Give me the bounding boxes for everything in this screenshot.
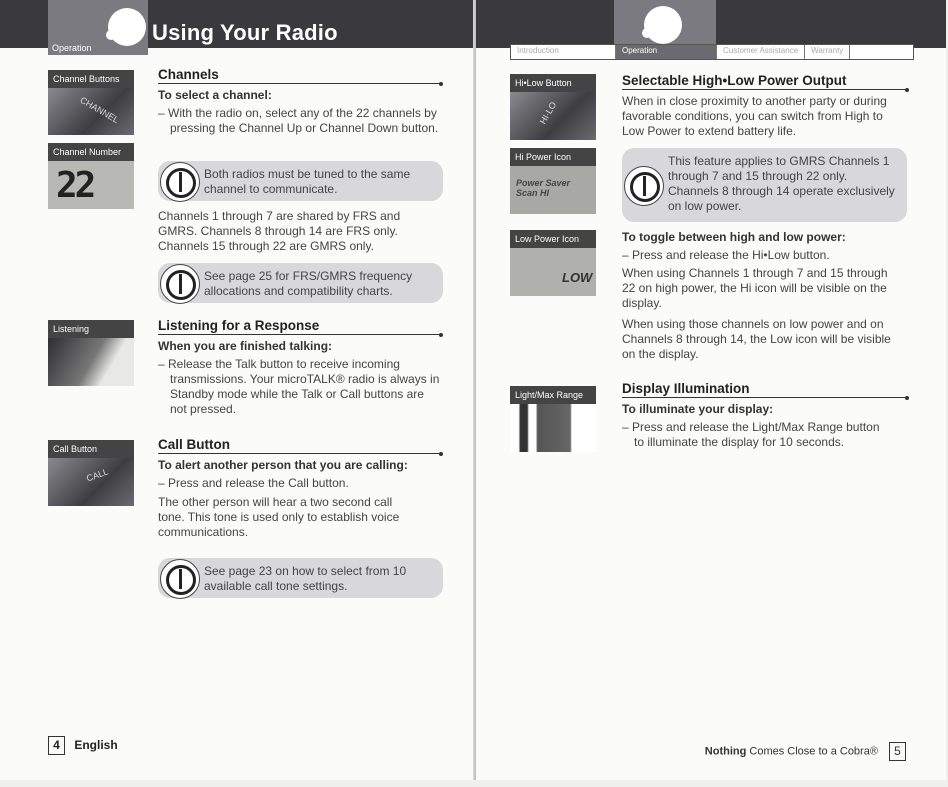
cobra-logo-icon — [108, 8, 146, 46]
channel-info: Channels 1 through 7 are shared by FRS and GMRS. Channels 8 through 14 are FRS only. Channels 15 through 22 are GMRS only. — [158, 209, 401, 253]
page-footer — [48, 736, 118, 755]
channels-section — [158, 67, 440, 139]
section-tab — [48, 0, 148, 55]
hilow-info: When in close proximity to another party or during favorable conditions, you can switch from High to Low Power to extend battery life. — [622, 94, 887, 138]
note-box — [622, 148, 907, 222]
note-text: See page 23 on how to select from 10 available call tone settings. — [204, 564, 407, 593]
thumb-label: Hi Power Icon — [510, 148, 596, 166]
listening-section — [158, 318, 440, 420]
thumb-label: Light/Max Range — [510, 386, 596, 404]
note-box — [158, 161, 443, 201]
section-nav — [510, 44, 914, 60]
thumb-call-button — [48, 440, 134, 506]
info-icon — [160, 264, 200, 304]
thumb-channel-number — [48, 143, 134, 209]
instruction-heading: To alert another person that you are calling: — [158, 458, 408, 472]
thumb-channel-buttons — [48, 70, 134, 135]
display-section — [622, 381, 906, 453]
instruction-heading: When you are finished talking: — [158, 339, 333, 353]
thumb-low-power-icon — [510, 230, 596, 296]
nav-customer-assistance[interactable]: Customer Assistance — [717, 45, 805, 59]
right-page — [476, 0, 946, 780]
tagline-bold: Nothing — [704, 745, 747, 758]
note-box — [158, 263, 443, 303]
thumb-label: Call Button — [48, 440, 134, 458]
section-title: Channels — [158, 67, 440, 84]
nav-introduction[interactable]: Introduction — [511, 45, 616, 59]
hi-icon-info: When using Channels 1 through 7 and 15 through 22 on high power, the Hi icon will be visible on the display. — [622, 266, 888, 310]
instruction-step: – Press and release the Call button. — [158, 476, 349, 490]
info-icon — [160, 559, 200, 599]
page-title: Using Your Radio — [152, 20, 338, 45]
low-icon-info: When using those channels on low power and on Channels 8 through 14, the Low icon will be visible on the display. — [622, 317, 891, 361]
language-label: English — [74, 737, 118, 752]
hilow-section — [622, 73, 906, 142]
logo-dot-icon — [642, 28, 652, 38]
thumb-label: Low Power Icon — [510, 230, 596, 248]
thumb-light-max-range — [510, 386, 596, 452]
note-text: See page 25 for FRS/GMRS frequency allocations and compatibility charts. — [204, 269, 413, 298]
thumb-caption: LOW — [562, 270, 593, 285]
instruction-heading: To toggle between high and low power: — [622, 230, 846, 244]
radio-image — [510, 92, 596, 140]
instruction-step: – Release the Talk button to receive incoming transmissions. Your microTALK® radio is always in Standby mode while the Talk or Call buttons are not pressed. — [158, 357, 440, 416]
radio-image — [48, 338, 134, 386]
lcd-digits: 22 — [56, 165, 94, 206]
call-info: The other person will hear a two second call tone. This tone is used only to establish voice communications. — [158, 495, 400, 539]
info-icon — [624, 166, 664, 206]
page-number: 5 — [889, 742, 906, 761]
thumb-label: Hi•Low Button — [510, 74, 596, 92]
page-footer — [705, 742, 906, 761]
note-box — [158, 558, 443, 598]
tagline: Comes Close to a Cobra® — [749, 745, 878, 758]
thumb-caption: CALL — [84, 466, 110, 484]
section-tab-label: Operation — [52, 43, 92, 53]
thumb-label: Listening — [48, 320, 134, 338]
thumb-caption: Power Saver Scan HI — [516, 178, 571, 198]
thumb-listening — [48, 320, 134, 386]
thumb-caption: HI·LO — [537, 100, 559, 126]
info-icon — [160, 162, 200, 202]
instruction-step: – With the radio on, select any of the 22 channels by pressing the Channel Up or Channel Down button. — [158, 106, 439, 135]
note-text: Both radios must be tuned to the same channel to communicate. — [204, 167, 411, 196]
section-title: Display Illumination — [622, 381, 906, 398]
thumb-caption: CHANNEL — [78, 94, 121, 126]
left-page — [0, 0, 475, 780]
instruction-step: – Press and release the Light/Max Range button to illuminate the display for 10 seconds. — [622, 420, 880, 449]
radio-image — [48, 88, 134, 135]
logo-dot-icon — [106, 30, 116, 40]
page-number: 4 — [48, 736, 65, 755]
note-text: This feature applies to GMRS Channels 1 through 7 and 15 through 22 only. Channels 8 through 14 operate exclusively on low power. — [668, 154, 895, 213]
thumb-label: Channel Buttons — [48, 70, 134, 88]
section-title: Selectable High•Low Power Output — [622, 73, 906, 90]
instruction-heading: To select a channel: — [158, 88, 272, 102]
thumb-hilow-button — [510, 74, 596, 140]
nav-operation[interactable]: Operation — [616, 45, 717, 59]
thumb-label: Channel Number — [48, 143, 134, 161]
section-title: Listening for a Response — [158, 318, 440, 335]
radio-image — [510, 404, 596, 452]
instruction-step: – Press and release the Hi•Low button. — [622, 248, 830, 262]
call-section — [158, 437, 440, 543]
nav-warranty[interactable]: Warranty — [805, 45, 850, 59]
cobra-logo-icon — [644, 6, 682, 44]
instruction-heading: To illuminate your display: — [622, 402, 774, 416]
toggle-section — [622, 228, 892, 365]
section-title: Call Button — [158, 437, 440, 454]
thumb-hi-power-icon — [510, 148, 596, 214]
